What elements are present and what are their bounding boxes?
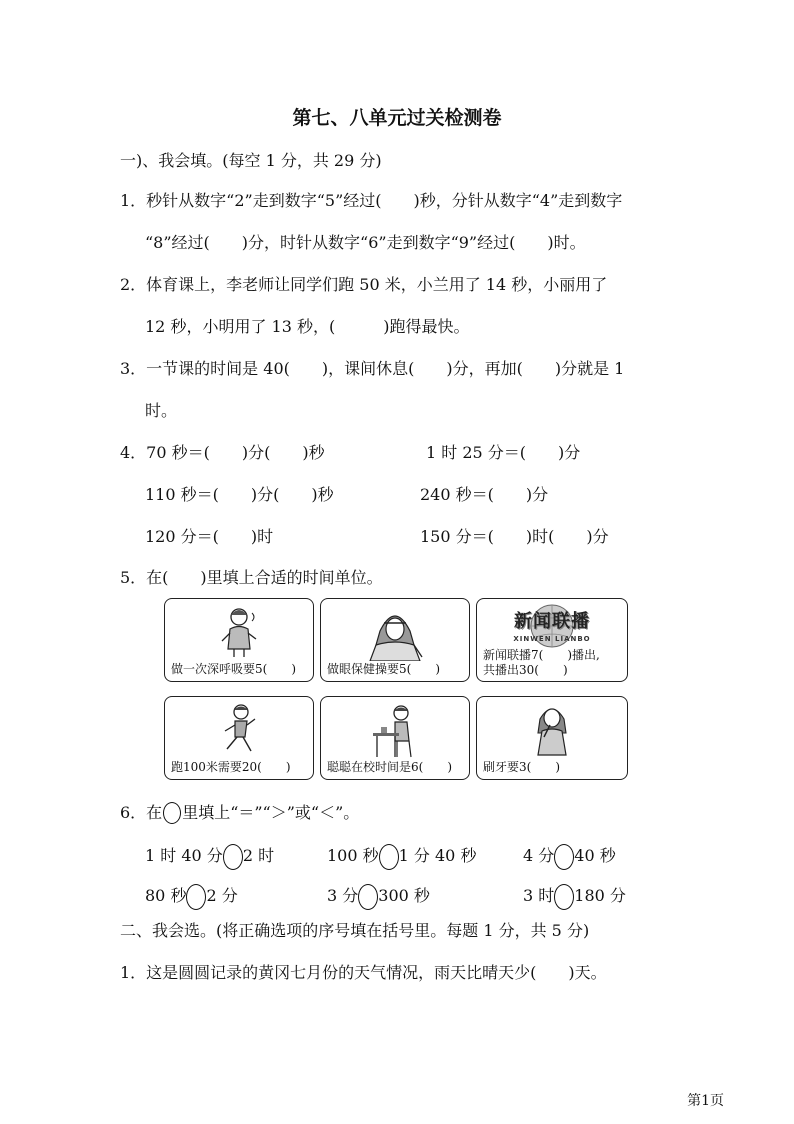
q6-instruction-pre: 6．在 xyxy=(120,803,163,822)
q4-row3-left: 120 分＝( )时 xyxy=(145,527,274,546)
q6-instruction-post: 里填上“＝”“＞”或“＜”。 xyxy=(182,803,360,822)
girl-brushing-teeth-illustration xyxy=(530,703,574,757)
q6-item-2-right: 1 分 40 秒 xyxy=(398,846,477,865)
q5-card-school xyxy=(320,696,470,780)
q6-item-4-right: 2 分 xyxy=(206,886,238,905)
q6-item-4-left: 80 秒 xyxy=(145,886,187,905)
q3-line1: 3．一节课的时间是 40( )，课间休息( )分，再加( )分就是 1 xyxy=(120,359,625,378)
q5-card-news-caption-line1: 新闻联播7( )播出, xyxy=(483,648,600,662)
q5-card-school-caption: 聪聪在校时间是6( ) xyxy=(327,760,452,774)
q6-item-3 xyxy=(523,844,616,870)
q5-card-eye-exercise xyxy=(320,598,470,682)
q6-item-3-answer-circle[interactable] xyxy=(554,844,574,870)
q5-picture-grid xyxy=(164,598,628,782)
news-logo xyxy=(507,603,597,649)
q6-item-6-left: 3 时 xyxy=(523,886,555,905)
q4-row1-left: 4．70 秒＝( )分( )秒 xyxy=(120,443,325,462)
q6-item-4-answer-circle[interactable] xyxy=(186,884,206,910)
q4-row3-right: 150 分＝( )时( )分 xyxy=(420,527,609,546)
q4-row2-left: 110 秒＝( )分( )秒 xyxy=(145,485,334,504)
q5-card-running xyxy=(164,696,314,780)
q5-card-running-caption: 跑100米需要20( ) xyxy=(171,760,291,774)
q6-item-5-left: 3 分 xyxy=(327,886,359,905)
page-title: 第七、八单元过关检测卷 xyxy=(292,107,502,129)
q4-row1-right: 1 时 25 分＝( )分 xyxy=(426,443,581,462)
q2-line2: 12 秒，小明用了 13 秒，( )跑得最快。 xyxy=(145,317,470,336)
news-logo-title: 新闻联播 xyxy=(514,611,590,632)
q5-card-breath xyxy=(164,598,314,682)
q6-item-2-answer-circle[interactable] xyxy=(379,844,399,870)
section1-heading: 一)、我会填。(每空 1 分，共 29 分) xyxy=(120,151,382,170)
q6-item-4 xyxy=(145,884,238,910)
q6-item-1-answer-circle[interactable] xyxy=(223,844,243,870)
boy-running-illustration xyxy=(217,703,261,755)
q5-card-news-caption xyxy=(483,648,600,678)
boy-at-desk-illustration xyxy=(367,703,423,759)
q6-instruction xyxy=(120,802,359,824)
q1-line2: “8”经过( )分，时针从数字“6”走到数字“9”经过( )时。 xyxy=(145,233,586,252)
section2-heading: 二、我会选。(将正确选项的序号填在括号里。每题 1 分，共 5 分) xyxy=(120,921,590,940)
q6-item-5-answer-circle[interactable] xyxy=(358,884,378,910)
q6-item-1-left: 1 时 40 分 xyxy=(145,846,223,865)
q5-card-news xyxy=(476,598,628,682)
q6-item-6-answer-circle[interactable] xyxy=(554,884,574,910)
q6-item-3-left: 4 分 xyxy=(523,846,555,865)
q6-item-1-right: 2 时 xyxy=(242,846,275,865)
comparison-circle-icon xyxy=(163,802,181,824)
section2-q1: 1．这是圆圆记录的黄冈七月份的天气情况，雨天比晴天少( )天。 xyxy=(120,963,607,982)
q5-card-brushing-caption: 刷牙要3( ) xyxy=(483,760,560,774)
q4-row2-right: 240 秒＝( )分 xyxy=(420,485,549,504)
news-logo-subtitle: XINWEN LIANBO xyxy=(513,635,591,643)
girl-breathing-illustration xyxy=(216,605,262,657)
q5-card-brushing xyxy=(476,696,628,780)
q6-item-6 xyxy=(523,884,626,910)
q3-line2: 时。 xyxy=(145,401,178,420)
page-number: 第1页 xyxy=(687,1093,724,1109)
q6-item-2 xyxy=(327,844,476,870)
q6-item-5 xyxy=(327,884,430,910)
q6-item-6-right: 180 分 xyxy=(574,886,626,905)
girl-eye-exercise-illustration xyxy=(362,605,428,661)
q5-instruction: 5．在( )里填上合适的时间单位。 xyxy=(120,568,383,587)
q1-line1: 1．秒针从数字“2”走到数字“5”经过( )秒，分针从数字“4”走到数字 xyxy=(120,191,623,210)
q5-card-news-caption-line2: 共播出30( ) xyxy=(483,663,568,677)
q2-line1: 2．体育课上，李老师让同学们跑 50 米，小兰用了 14 秒，小丽用了 xyxy=(120,275,608,294)
q5-card-eye-exercise-caption: 做眼保健操要5( ) xyxy=(327,662,440,676)
q6-item-2-left: 100 秒 xyxy=(327,846,379,865)
q6-item-1 xyxy=(145,844,274,870)
q6-item-3-right: 40 秒 xyxy=(574,846,616,865)
q5-card-breath-caption: 做一次深呼吸要5( ) xyxy=(171,662,296,676)
q6-item-5-right: 300 秒 xyxy=(378,886,430,905)
